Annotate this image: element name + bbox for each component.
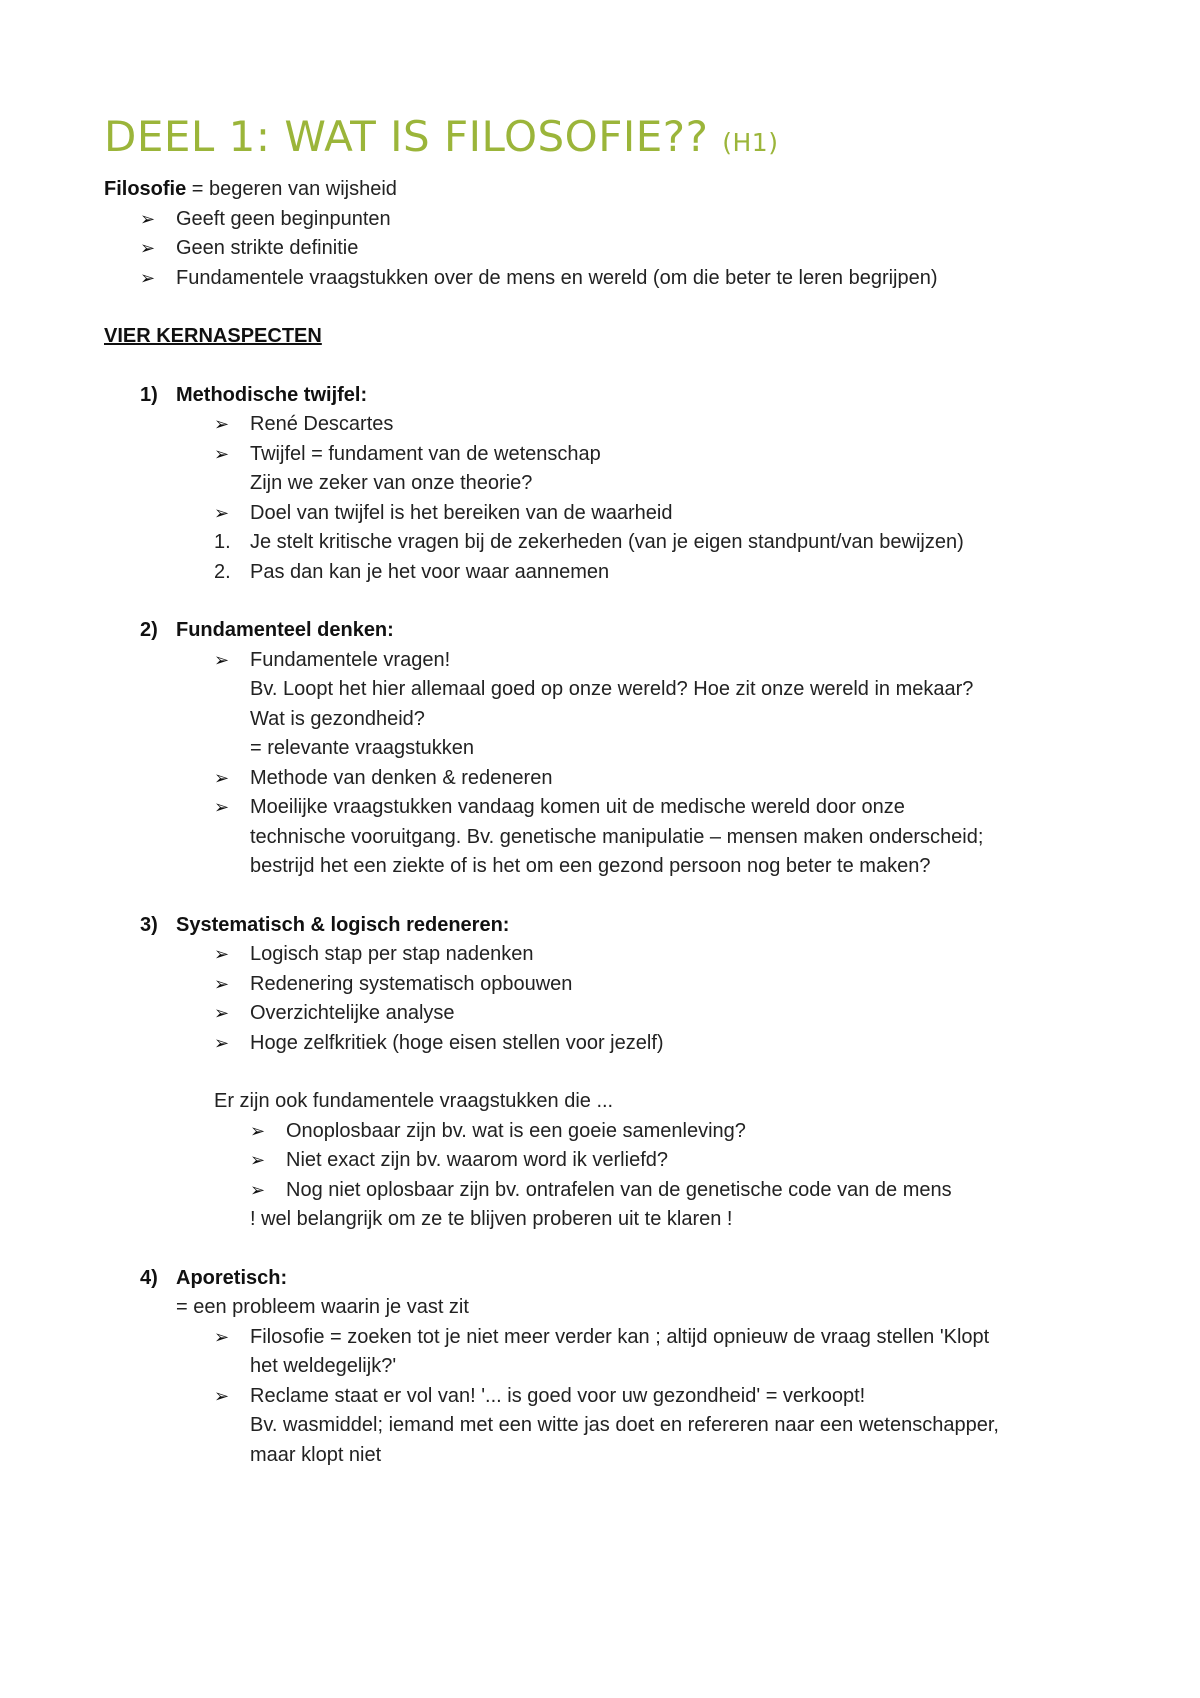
list-item bbox=[104, 410, 1104, 440]
aspect-heading bbox=[104, 911, 1104, 941]
list-item-text: Logisch stap per stap nadenken bbox=[250, 943, 534, 965]
list-item-text: Moeilijke vraagstukken vandaag komen uit de medische wereld door onze technische vooruitgang. Bv. genetische manipulatie – mensen maken onderscheid; bestrijd het een ziekte of is het om een gezond persoon nog beter te maken? bbox=[250, 796, 984, 877]
list-item bbox=[104, 764, 1104, 794]
arrowhead-bullet-icon: ➢ bbox=[214, 649, 230, 670]
list-item bbox=[104, 264, 1104, 294]
arrowhead-bullet-icon: ➢ bbox=[250, 1120, 266, 1141]
page-title bbox=[104, 112, 1104, 161]
title-sub: (H1) bbox=[722, 128, 779, 157]
document-page bbox=[104, 112, 1104, 1470]
arrowhead-bullet-icon: ➢ bbox=[214, 502, 230, 523]
arrowhead-bullet-icon: ➢ bbox=[250, 1150, 266, 1170]
arrowhead-bullet-icon: ➢ bbox=[214, 767, 230, 788]
title-main: DEEL 1: WAT IS FILOSOFIE?? bbox=[104, 112, 709, 161]
list-item bbox=[104, 1146, 1104, 1176]
list-item-text: Reclame staat er vol van! '... is goed voor uw gezondheid' = verkoopt! bbox=[250, 1384, 866, 1407]
list-item-text: Geeft geen beginpunten bbox=[176, 207, 391, 230]
arrowhead-bullet-icon: ➢ bbox=[214, 443, 230, 464]
list-item-text: Geen strikte definitie bbox=[176, 237, 359, 259]
intro-definition bbox=[104, 175, 1104, 205]
list-item-continuation: = relevante vraagstukken bbox=[250, 737, 475, 759]
list-item bbox=[104, 940, 1104, 970]
list-item bbox=[104, 970, 1104, 1000]
list-item bbox=[104, 1323, 1104, 1382]
arrowhead-bullet-icon: ➢ bbox=[214, 973, 230, 994]
ordered-text: Je stelt kritische vragen bij de zekerheden (van je eigen standpunt/van bewijzen) bbox=[250, 531, 964, 553]
aspect-number: 4) bbox=[140, 1266, 158, 1289]
list-item-continuation: Zijn we zeker van onze theorie? bbox=[250, 472, 533, 494]
ordered-item bbox=[104, 528, 1104, 558]
arrowhead-bullet-icon: ➢ bbox=[214, 1385, 230, 1406]
list-item-text: Nog niet oplosbaar zijn bv. ontrafelen van de genetische code van de mens bbox=[286, 1178, 952, 1201]
aspect-heading bbox=[104, 1264, 1104, 1294]
extra-intro: Er zijn ook fundamentele vraagstukken die ... bbox=[214, 1090, 614, 1112]
list-item-continuation: Bv. Loopt het hier allemaal goed op onze wereld? Hoe zit onze wereld in mekaar? Wat is gezondheid? bbox=[250, 678, 974, 730]
list-item bbox=[104, 793, 1104, 882]
aspect-title: Methodische twijfel: bbox=[176, 383, 368, 406]
arrowhead-bullet-icon: ➢ bbox=[214, 1003, 230, 1023]
list-item-text: Niet exact zijn bv. waarom word ik verliefd? bbox=[286, 1149, 668, 1171]
list-item bbox=[104, 1382, 1104, 1412]
intro-definition-text: = begeren van wijsheid bbox=[186, 178, 397, 200]
intro-term: Filosofie bbox=[104, 178, 187, 200]
note-text: ! wel belangrijk om ze te blijven proberen uit te klaren ! bbox=[250, 1208, 733, 1230]
arrowhead-bullet-icon: ➢ bbox=[140, 208, 156, 229]
ordered-number: 2. bbox=[214, 560, 231, 583]
ordered-text: Pas dan kan je het voor waar aannemen bbox=[250, 560, 610, 583]
list-item bbox=[104, 1176, 1104, 1206]
arrowhead-bullet-icon: ➢ bbox=[214, 944, 230, 964]
arrowhead-bullet-icon: ➢ bbox=[214, 1326, 230, 1347]
list-item bbox=[104, 1117, 1104, 1147]
list-item bbox=[104, 1029, 1104, 1059]
arrowhead-bullet-icon: ➢ bbox=[214, 797, 230, 817]
arrowhead-bullet-icon: ➢ bbox=[140, 238, 156, 258]
list-item bbox=[104, 646, 1104, 676]
list-item-text: Redenering systematisch opbouwen bbox=[250, 972, 573, 995]
list-item bbox=[104, 499, 1104, 529]
aspect-title: Fundamenteel denken: bbox=[176, 619, 394, 641]
list-item bbox=[104, 999, 1104, 1029]
list-item-continuation: Bv. wasmiddel; iemand met een witte jas doet en refereren naar een wetenschapper, maar klopt niet bbox=[250, 1414, 999, 1466]
aspect-number: 1) bbox=[140, 383, 158, 406]
list-item-text: Fundamentele vragen! bbox=[250, 648, 451, 671]
list-item-text: Methode van denken & redeneren bbox=[250, 766, 553, 789]
arrowhead-bullet-icon: ➢ bbox=[250, 1179, 266, 1200]
aspect-number: 3) bbox=[140, 913, 158, 936]
list-item-text: Filosofie = zoeken tot je niet meer verder kan ; altijd opnieuw de vraag stellen 'Klopt het weldegelijk?' bbox=[250, 1325, 990, 1377]
list-item bbox=[104, 440, 1104, 470]
aspect-title: Aporetisch: bbox=[176, 1266, 288, 1289]
list-item-text: Fundamentele vraagstukken over de mens en wereld (om die beter te leren begrijpen) bbox=[176, 266, 938, 289]
arrowhead-bullet-icon: ➢ bbox=[214, 1032, 230, 1053]
list-item-text: Onoplosbaar zijn bv. wat is een goeie samenleving? bbox=[286, 1119, 746, 1142]
aspect-heading bbox=[104, 616, 1104, 646]
ordered-item bbox=[104, 558, 1104, 588]
arrowhead-bullet-icon: ➢ bbox=[214, 414, 230, 434]
list-item-text: Doel van twijfel is het bereiken van de waarheid bbox=[250, 501, 673, 524]
section-heading: VIER KERNASPECTEN bbox=[104, 325, 322, 347]
aspect-title: Systematisch & logisch redeneren: bbox=[176, 913, 510, 936]
arrowhead-bullet-icon: ➢ bbox=[140, 267, 156, 288]
list-item bbox=[104, 234, 1104, 264]
aspect-number: 2) bbox=[140, 619, 158, 641]
list-item-text: Overzichtelijke analyse bbox=[250, 1002, 455, 1024]
aspect-definition: = een probleem waarin je vast zit bbox=[176, 1296, 469, 1318]
ordered-number: 1. bbox=[214, 531, 231, 553]
list-item bbox=[104, 205, 1104, 235]
list-item-text: Twijfel = fundament van de wetenschap bbox=[250, 442, 601, 465]
list-item-text: Hoge zelfkritiek (hoge eisen stellen voor jezelf) bbox=[250, 1031, 664, 1054]
aspect-heading bbox=[104, 381, 1104, 411]
list-item-text: René Descartes bbox=[250, 413, 394, 435]
